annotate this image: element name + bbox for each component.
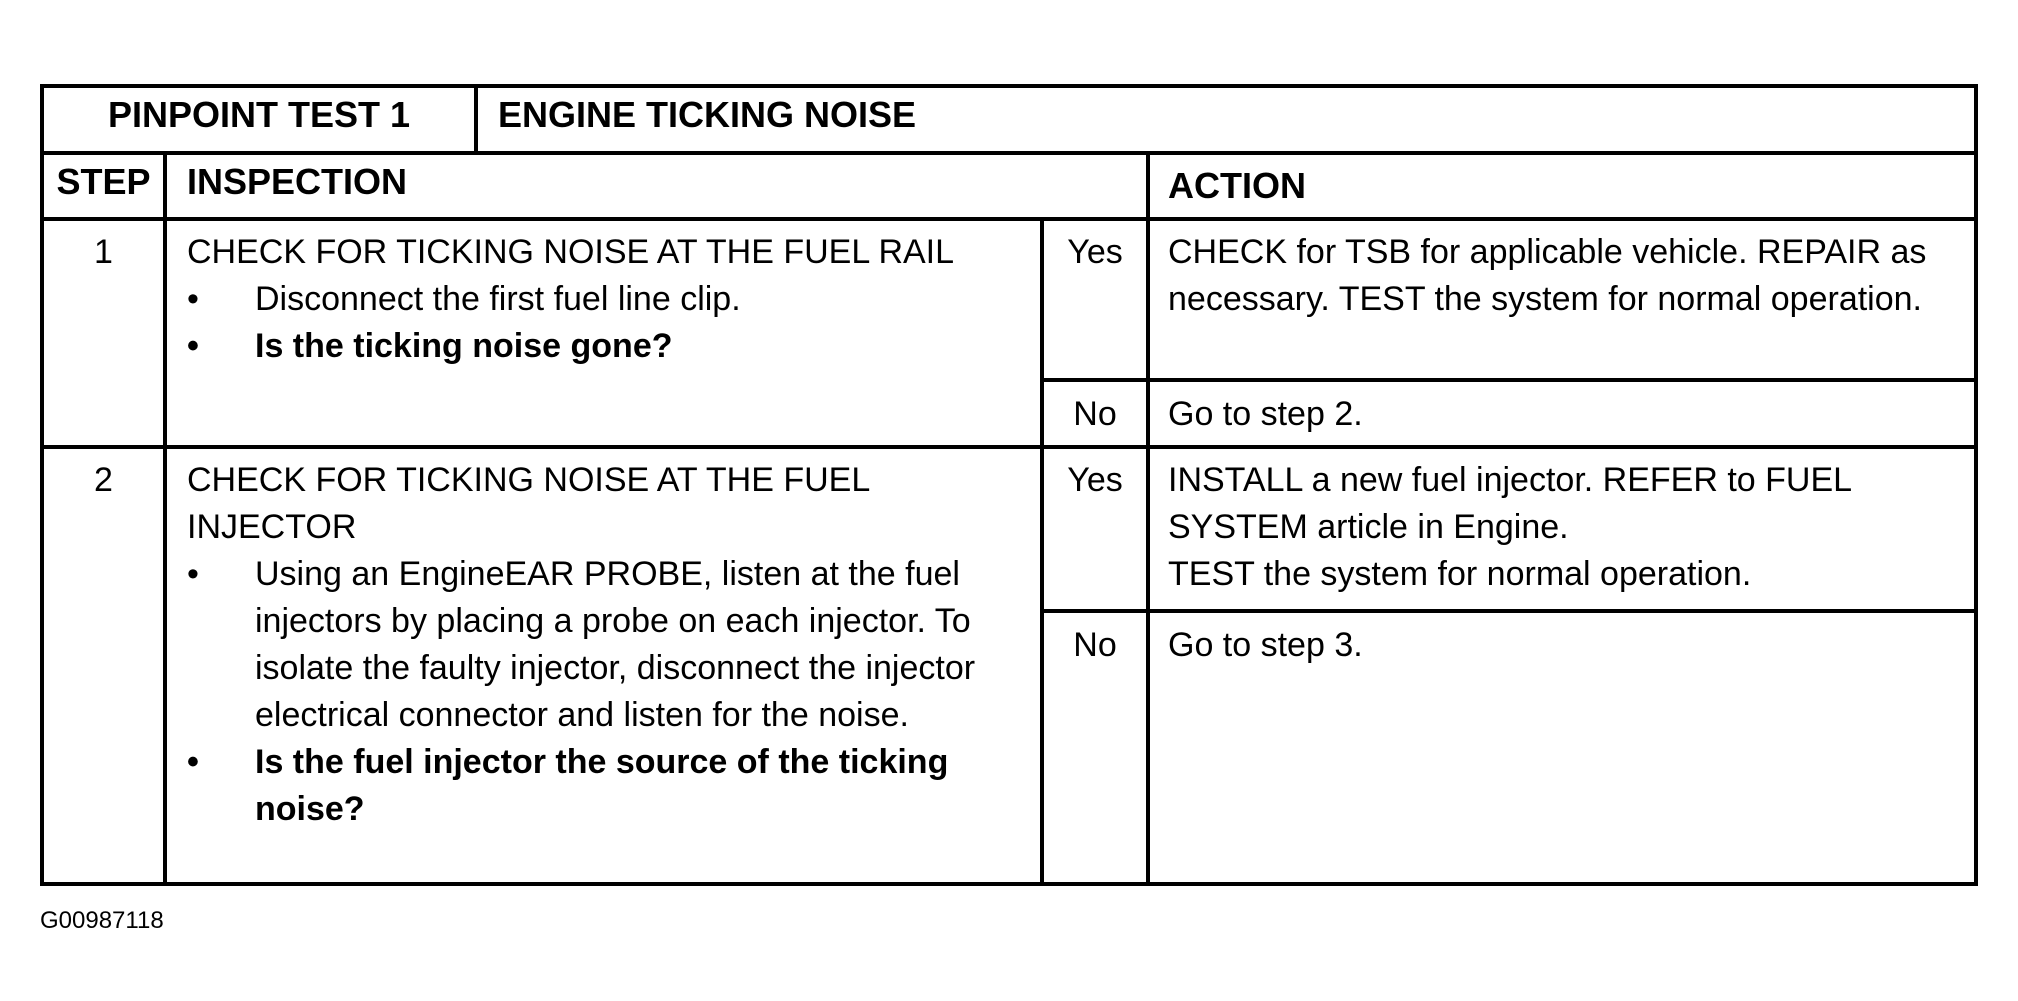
step-bullet: • Using an EngineEAR PROBE, listen at the fuel injectors by placing a probe on each injector. To isolate the faulty injector, disconnect the injector electrical connector and listen for the noise. — [187, 551, 1027, 739]
no-label: No — [1073, 395, 1117, 433]
no-action: Go to step 3. — [1168, 626, 1363, 664]
rule-step-column — [163, 151, 167, 886]
column-header-inspection: INSPECTION — [187, 161, 408, 202]
yes-action — [1168, 457, 1966, 598]
test-id: PINPOINT TEST 1 — [107, 94, 411, 135]
yes-label: Yes — [1067, 461, 1123, 499]
step-bullet: • Disconnect the first fuel line clip. — [187, 276, 1027, 323]
yes-action-line: TEST the system for normal operation. — [1168, 555, 1752, 593]
yes-label: Yes — [1067, 233, 1123, 271]
step-number: 1 — [94, 233, 113, 271]
step-check-title: CHECK FOR TICKING NOISE AT THE FUEL RAIL — [187, 233, 955, 271]
rule-step2-yes-no — [1040, 609, 1978, 613]
step-inspection — [187, 229, 1027, 370]
no-action: Go to step 2. — [1168, 395, 1363, 433]
rule-action-column — [1146, 151, 1150, 886]
rule-step1-yes-no — [1040, 378, 1978, 382]
step-question: • Is the ticking noise gone? — [187, 323, 1027, 370]
no-label: No — [1073, 626, 1117, 664]
yes-action-line: INSTALL a new fuel injector. REFER to FUEL SYSTEM article in Engine. — [1168, 461, 1851, 546]
figure-id: G00987118 — [40, 907, 164, 934]
step-number: 2 — [94, 461, 113, 499]
step-bullet-list — [187, 551, 1027, 833]
step-bullet-list — [187, 276, 1027, 370]
step-question: • Is the fuel injector the source of the ticking noise? — [187, 739, 1027, 833]
column-header-step: STEP — [56, 161, 151, 202]
step-check-title: CHECK FOR TICKING NOISE AT THE FUEL INJECTOR — [187, 461, 870, 546]
yes-action: CHECK for TSB for applicable vehicle. REPAIR as necessary. TEST the system for normal operation. — [1168, 233, 1927, 318]
rule-inspection-column — [1040, 217, 1044, 886]
rule-under-title — [40, 151, 1978, 155]
column-header-action: ACTION — [1168, 165, 1306, 206]
step-inspection — [187, 457, 1027, 833]
rule-title-divider — [474, 84, 478, 154]
test-title: ENGINE TICKING NOISE — [498, 94, 917, 135]
rule-under-column-headers — [40, 217, 1978, 221]
rule-between-steps — [40, 445, 1978, 449]
